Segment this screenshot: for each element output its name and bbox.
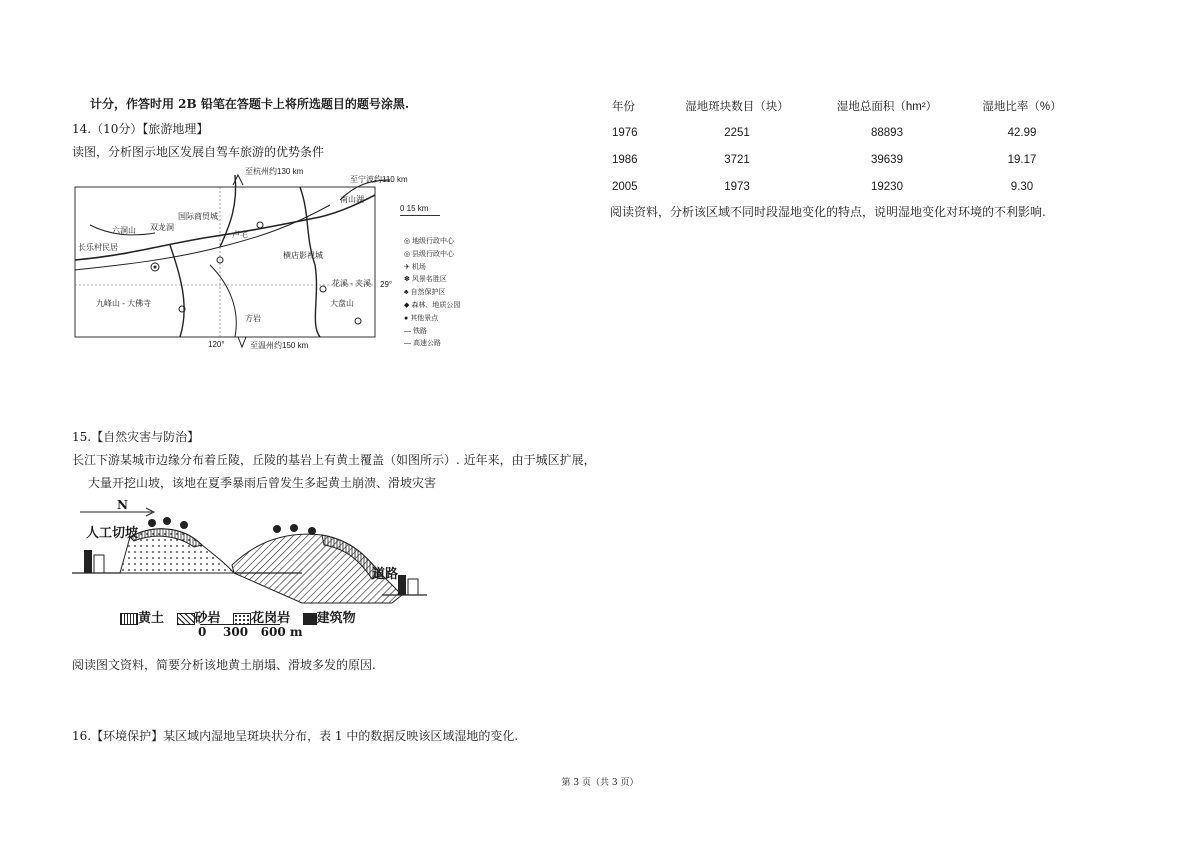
legend-row: — 高速公路 [404,340,441,348]
legend-row: ✽ 风景名胜区 [404,276,447,284]
map-label-wenzhou: 至温州约150 km [250,341,309,350]
legend-sandstone: 砂岩 [194,611,221,626]
map-label-shuanglongdong: 双龙洞 [150,223,174,232]
q14-heading: 14.（10分）【旅游地理】 [72,122,209,136]
map-label-shangmaocheng: 国际商贸城 [178,212,218,221]
diagram-north-label: N [117,498,128,512]
legend-building: 建筑物 [316,611,356,626]
map-label-jiufengshan: 九峰山 - 大佛寺 [96,299,152,308]
q16-question: 阅读资料，分析该区域不同时段湿地变化的特点，说明湿地变化对环境的不利影响. [610,205,1046,219]
legend-row: ✈ 机场 [404,263,426,271]
diagram-scale: 0 300 600 m [198,625,303,639]
table-cell: 1986 [612,153,638,166]
table-cell: 3721 [724,153,750,166]
map-legend [404,236,460,351]
legend-row: ◆ 森林、地质公园 [404,301,461,309]
q15-slope-cross-section [72,495,432,615]
table-cell: 39639 [871,153,903,166]
table-row [612,119,1082,146]
table-row [612,173,1082,200]
q15-question: 阅读图文资料，简要分析该地黄土崩塌、滑坡多发的原因. [72,658,376,672]
q15-paragraph-2: 大量开挖山坡，该地在夏季暴雨后曾发生多起黄土崩溃、滑坡灾害 [88,476,437,490]
table-header: 湿地斑块数目（块） [685,100,789,113]
table-cell: 42.99 [1007,126,1037,139]
diagram-cut-slope-label: 人工切坡 [86,526,139,541]
legend-row: ◎ 地级行政中心 [404,238,455,245]
legend-row: — 铁路 [404,327,427,335]
table-header: 湿地比率（%） [982,100,1062,113]
legend-loess-swatch [120,613,138,625]
q15-heading: 15.【自然灾害与防治】 [72,430,200,444]
map-scale-bar [400,215,440,216]
q15-paragraph-1: 长江下游某城市边缘分布着丘陵，丘陵的基岩上有黄土覆盖（如图所示）. 近年来，由于城区扩展， [72,453,596,467]
map-label-nanshanhu: 南山湖 [340,195,364,204]
table-header-row [612,92,1082,119]
table-header: 年份 [612,100,635,113]
map-label-luzhai: 卢宅 [232,230,248,239]
legend-row: ◎ 县级行政中心 [404,250,455,258]
table-cell: 9.30 [1010,180,1034,193]
diagram-scale-bar [200,624,280,625]
map-label-liudongshan: 六洞山 [112,226,136,235]
legend-row: ♣ 自然保护区 [404,289,446,297]
table-cell: 2005 [612,180,638,193]
map-label-latitude: 29° [380,280,393,289]
legend-sandstone-swatch [177,613,195,625]
table-row [612,146,1082,173]
table-cell: 88893 [871,126,903,139]
legend-loess: 黄土 [138,611,165,626]
map-label-changle: 长乐村民居 [78,243,118,252]
table-cell: 1973 [724,180,750,193]
diagram-road-label: 道路 [372,567,399,582]
map-label-ningbo: 至宁波约110 km [350,175,408,184]
legend-granite: 花岗岩 [251,611,291,626]
map-label-fangyan: 方岩 [245,314,261,323]
wetland-data-table [612,92,1082,200]
legend-row: ● 其他景点 [404,314,439,322]
map-label-longitude: 120° [208,340,225,349]
table-header: 湿地总面积（hm²） [836,100,938,113]
table-cell: 19.17 [1007,153,1037,166]
q14-prompt: 读图，分析图示地区发展自驾车旅游的优势条件 [72,145,325,159]
table-cell: 1976 [612,126,638,139]
legend-building-swatch [303,613,317,625]
intro-line: 计分，作答时用 2B 铅笔在答题卡上将所选题目的题号涂黑. [90,97,410,111]
page-footer: 第 3 页（共 3 页） [561,778,639,788]
map-label-hengdian: 横店影视城 [283,251,323,260]
map-label-dapanshan: 大盘山 [330,299,354,308]
table-cell: 2251 [724,126,750,139]
map-label-huaxi: 花溪 - 夹溪 [332,279,372,288]
table-cell: 19230 [871,180,903,193]
legend-granite-swatch [233,613,251,625]
map-label-hangzhou: 至杭州约130 km [245,167,304,176]
map-scale: 0 15 km [400,204,429,213]
q16-heading: 16.【环境保护】某区域内湿地呈斑块状分布，表 1 中的数据反映该区域湿地的变化. [72,729,519,743]
